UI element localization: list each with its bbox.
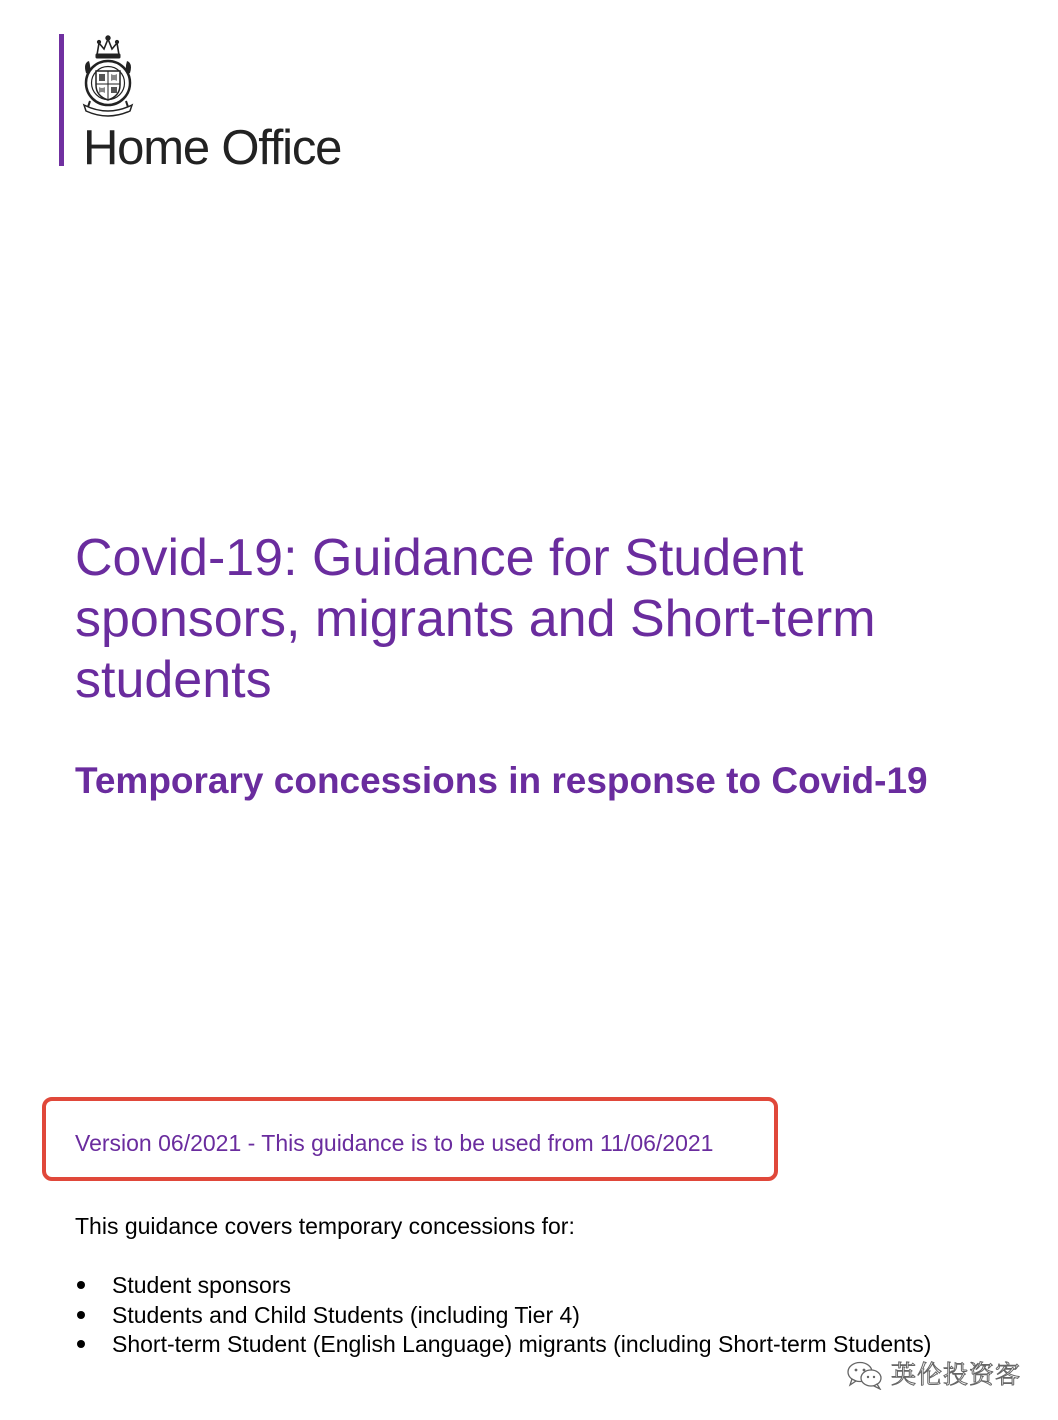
document-subtitle: Temporary concessions in response to Covid-19 xyxy=(75,760,928,801)
organisation-name: Home Office xyxy=(83,121,342,175)
intro-paragraph: This guidance covers temporary concessions for: xyxy=(75,1213,575,1239)
watermark-text: 英伦投资客 xyxy=(891,1360,1022,1389)
logo-accent-bar xyxy=(59,34,64,166)
bullet-icon xyxy=(77,1311,85,1319)
bullet-icon xyxy=(77,1340,85,1348)
list-item-label: Student sponsors xyxy=(112,1272,292,1298)
version-line: Version 06/2021 - This guidance is to be used from 11/06/2021 xyxy=(75,1130,714,1156)
wechat-logo-icon xyxy=(845,1360,885,1390)
bullet-icon xyxy=(77,1281,85,1289)
document-title: Covid-19: Guidance for Student sponsors, migrants and Short-term students xyxy=(75,529,876,709)
watermark xyxy=(845,1358,1021,1392)
list-item-label: Students and Child Students (including Tier 4) xyxy=(112,1301,580,1328)
royal-crest-icon xyxy=(80,33,136,121)
list-item-label: Short-term Student (English Language) migrants (including Short-term Students) xyxy=(112,1331,932,1357)
